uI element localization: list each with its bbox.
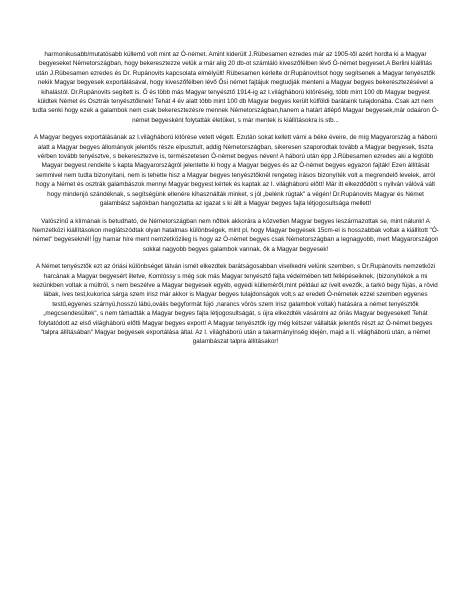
paragraph-2: A Magyar begyes exportálásának az I.világháború kitörése vetett végett. Ezután sokat kellett várni a béke éveire, de míg Magyarország a háború alatt a Magyar begyes állományok jelentős része elpusztult, addig Németországban, sikeresen szaporodtak tovább a Magyar begyesek, tiszta vérben tovább tenyésztve, s bekeresztezve is, természetesen Ó-német begyes néven! A háború után épp J.Rübesamen ezredes aki a legtöbb Magyar begyest rendelte s kapta Magyarországról jelentette ki hogy a Magyar begyes és az Ó-német begyes egyazon fajták! Ezen állítását semmivel nem tudta bizonyítani, nem is tehette hisz a Magyar begyes tenyésztőknél rengeteg írásos bizonyíték volt a megrendelő levelek, arról hogy a Német és osztrák galambászok mennyi Magyar begyest kértek és kaptak az I. világháború előtt! Már itt elkezdődött s nyilván válóvá vált hogy mindenjó szándéknak, s segítségünk ellenére kihasználták minket, s jól „belénk rúgtak" a végén! Dr.Rupánovits Magyar és Német galambász sajtókban hangoztatta az igazat s ki állt a Magyar begyes fajta létjogosultsága mellett! [33,134,438,208]
paragraph-3: Valószínű a klímának is betudható, de Németországban nem nőttek akkorára a közvetlen Magyar begyes leszármazottak se, mint nálunk! A Nemzetközi kiállításokon meglátszódtak olyan hatalmas különbségek, mint pl, hogy Magyar begyesek 15cm-el is hosszabbak voltak a kiállított "Ó-német" begyeseknél! Így hamar híre ment nemzetközileg is hogy az Ó-német begyes csak Németországban a legnagyobb, mert Magyarországon sokkal nagyobb begyes galambok vannak, ők a Magyar begyesek! [32,217,439,253]
paragraph-4: A Német tenyésztők ezt az óriási különbséget látván ismét elkezdtek barátságosabban viselkedni velünk szemben, s Dr.Rupánovits nemzetközi harcának a Magyar begyesért illetve, Komlóssy s még sok más Magyar tenyésztő fajta védelmében tett fellépéseiknek, (bizonyítékok a mi kezünkben voltak a múltról, s nem beszélve a Magyar begyesek egyéb, egyedi külleméről,mint például az ívelt evezők, a tarkó begy fújás, a rövid lábak, ives test,kukorica sárga szem írisz már akkor is Magyar begyes tulajdonságok volt,s az eredeti Ó-németek ezzel szemben egyenes testű,egyenes szárnyú,hosszú lábú,ovális begyformát fújó ,narancs vörös szem írisz galambok voltak) hatására a német tenyésztők „megcsendesültek", s nem támadták a Magyar begyes fajta létjogosultságát, s újra elkezdték vásárolni az óriás Magyar begyeseket! Tehát folytatódott az első világháború előtti Magyar begyes export! A Magyar tenyésztők így még kétszer vállalták jelentős részt az Ó-német begyes "talpra állításában" Magyar begyesek exportálása által. Az I. világháború után a takarmányínség idején, majd a II. világháború után, a német galambászat talpra állításakor! [33,263,438,346]
paragraph-1: harmonikusabb/mutatósabb küllemű volt mint az Ó-német. Amint kiderült J.Rübesamen ezredes már az 1905-től azért hordta ki a Magyar begyeseket Németországban, hogy bekeresztezze velük a már alig 20 db-ot számláló kiveszőfélben lévő Ó-német begyeset.A Berlini kiállítás után J.Rübesamen ezredes és Dr. Rupánovits kapcsolata elmélyült! Rübesamen kérlelte dr.Rupánovitsot hogy segítsenek a Magyar tenyésztők nekik Magyar begyesek exportálásával, hogy kiveszőfélben lévő Ősi német fajtájuk megtudják menteni a Magyar begyes bekeresztezésével a kihalástól. Dr.Rupánovits segített is. Ő és több más Magyar tenyésztő 1914-ig az I.világháború kitöréséig, több mint 100 db Magyar begyest küldtek Német és Osztrák tenyésztőknek! Tehát 4 év alatt több mint 100 db Magyar begyes került külföldi barátaink tulajdonába. Csak azt nem tudta senki hogy ezek a galambok nem csak bekeresztezésre mennek Németországban,hanem a határt átlépő Magyar begyesek,már odaáron Ó-német begyesként folytatták életüket, s már mentek is kiállításokra is stb... [32,51,439,124]
